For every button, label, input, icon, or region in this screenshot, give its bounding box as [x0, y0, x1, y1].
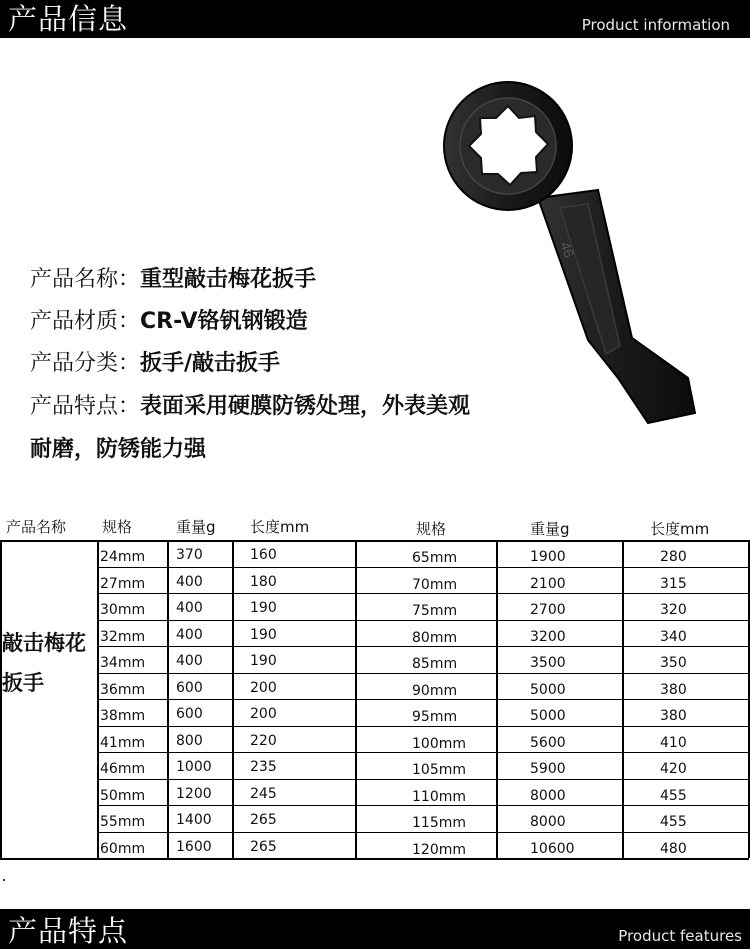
- table-hline: [355, 673, 749, 674]
- table-cell-weight: 600: [176, 706, 203, 722]
- table-hline: [97, 567, 355, 568]
- wrench-size-marking: 46: [557, 239, 578, 260]
- table-cell-length: 200: [250, 706, 277, 722]
- table-cell-length: 160: [250, 547, 277, 563]
- header-bar: [0, 0, 750, 38]
- table-cell-weight: 400: [176, 573, 203, 590]
- table-cell-length: 420: [660, 761, 687, 777]
- info-feature-value: 表面采用硬膜防锈处理，外表美观: [140, 394, 471, 419]
- table-hline: [97, 699, 355, 700]
- table-cell-spec: 115mm: [412, 815, 466, 831]
- header-subtitle: Product information: [581, 16, 730, 34]
- table-cell-spec: 41mm: [100, 734, 146, 751]
- table-cell-length: 200: [250, 679, 277, 696]
- table-cell-length: 280: [660, 549, 687, 565]
- table-cell-weight: 10600: [530, 840, 575, 857]
- table-cell-length: 340: [660, 628, 687, 645]
- table-cell-length: 220: [250, 732, 277, 749]
- table-cell-spec: 24mm: [100, 549, 146, 565]
- table-cell-spec: 90mm: [412, 682, 458, 699]
- table-hline: [97, 673, 355, 674]
- table-cell-length: 265: [250, 838, 277, 855]
- table-cell-spec: 75mm: [412, 603, 458, 619]
- table-cell-weight: 8000: [530, 787, 566, 804]
- table-cell-weight: 2700: [530, 602, 566, 618]
- info-feature-row: [30, 393, 470, 421]
- table-hline: [355, 779, 749, 780]
- table-hline: [355, 646, 749, 647]
- table-cell-spec: 65mm: [412, 550, 458, 566]
- table-cell-weight: 400: [176, 600, 203, 616]
- table-cell-length: 380: [660, 708, 687, 724]
- table-hline: [97, 832, 355, 833]
- table-cell-length: 455: [660, 814, 687, 830]
- table-hline: [355, 699, 749, 700]
- table-cell-length: 320: [660, 602, 687, 618]
- table-cell-weight: 1000: [176, 759, 212, 775]
- table-hline: [355, 752, 749, 753]
- table-cell-weight: 400: [176, 653, 203, 669]
- table-product-name: 敲击梅花扳手: [2, 631, 86, 695]
- table-cell-weight: 600: [176, 679, 203, 696]
- table-cell-spec: 27mm: [100, 575, 146, 592]
- table-cell-spec: 55mm: [100, 814, 146, 830]
- header-title: 产品信息: [8, 2, 129, 36]
- table-cell-length: 480: [660, 840, 687, 857]
- table-cell-spec: 30mm: [100, 602, 146, 618]
- table-cell-length: 190: [250, 653, 277, 669]
- footer-title: 产品特点: [8, 914, 129, 948]
- table-cell-weight: 370: [176, 547, 203, 563]
- table-cell-length: 350: [660, 655, 687, 671]
- footer-bar: [0, 909, 750, 949]
- table-cell-spec: 95mm: [412, 709, 458, 725]
- table-cell-spec: 46mm: [100, 761, 146, 777]
- table-cell-length: 245: [250, 785, 277, 802]
- table-cell-weight: 1400: [176, 812, 212, 828]
- footer-subtitle: Product features: [618, 927, 742, 945]
- table-cell-spec: 60mm: [100, 840, 146, 857]
- table-header-length-2: 长度mm: [650, 520, 710, 538]
- table-cell-spec: 38mm: [100, 708, 146, 724]
- table-cell-length: 190: [250, 626, 277, 643]
- table-header-weight: 重量g: [176, 518, 216, 536]
- table-cell-length: 190: [250, 600, 277, 616]
- table-header-name: 产品名称: [6, 518, 67, 536]
- table-cell-spec: 50mm: [100, 787, 146, 804]
- stray-dot: [3, 879, 5, 881]
- table-hline: [355, 620, 749, 621]
- table-cell-length: 410: [660, 734, 687, 751]
- table-hline: [355, 805, 749, 806]
- table-cell-length: 180: [250, 573, 277, 590]
- info-category-value: 扳手/敲击扳手: [140, 351, 281, 376]
- info-name-label: 产品名称：: [30, 267, 141, 292]
- table-cell-length: 455: [660, 787, 687, 804]
- table-hline: [97, 752, 355, 753]
- table-cell-weight: 1200: [176, 785, 212, 802]
- info-category-label: 产品分类：: [30, 351, 141, 376]
- table-cell-spec: 34mm: [100, 655, 146, 671]
- table-cell-weight: 5900: [530, 761, 566, 777]
- table-hline: [355, 832, 749, 833]
- table-hline: [0, 858, 749, 860]
- info-name-value: 重型敲击梅花扳手: [140, 267, 317, 292]
- table-cell-spec: 110mm: [412, 788, 466, 805]
- info-material-row: [30, 308, 308, 336]
- table-hline: [355, 726, 749, 727]
- table-hline: [97, 620, 355, 621]
- table-hline: [97, 726, 355, 727]
- table-cell-spec: 70mm: [412, 576, 458, 593]
- table-cell-weight: 1900: [530, 549, 566, 565]
- table-hline: [97, 805, 355, 806]
- table-cell-weight: 3200: [530, 628, 566, 645]
- info-name-row: [30, 266, 316, 294]
- table-cell-weight: 8000: [530, 814, 566, 830]
- table-cell-weight: 1600: [176, 838, 212, 855]
- info-feature-continuation: 耐磨，防锈能力强: [30, 437, 207, 462]
- table-cell-weight: 5000: [530, 681, 566, 698]
- table-hline: [355, 593, 749, 594]
- table-hline: [97, 593, 355, 594]
- info-feature-label: 产品特点：: [30, 394, 141, 419]
- table-cell-spec: 80mm: [412, 629, 458, 646]
- table-header-spec: 规格: [102, 518, 133, 536]
- table-header-spec-2: 规格: [416, 520, 447, 538]
- table-cell-length: 315: [660, 575, 687, 592]
- table-cell-spec: 105mm: [412, 762, 466, 778]
- table-cell-spec: 85mm: [412, 656, 458, 672]
- table-header-weight-2: 重量g: [530, 520, 570, 538]
- wrench-image: [420, 78, 720, 438]
- table-cell-spec: 100mm: [412, 735, 466, 752]
- table-cell-length: 265: [250, 812, 277, 828]
- table-hline: [355, 567, 749, 568]
- table-cell-weight: 400: [176, 626, 203, 643]
- table-cell-spec: 120mm: [412, 841, 466, 858]
- table-cell-weight: 5600: [530, 734, 566, 751]
- table-cell-weight: 2100: [530, 575, 566, 592]
- table-hline: [97, 779, 355, 780]
- table-cell-weight: 800: [176, 732, 203, 749]
- info-category-row: [30, 350, 280, 378]
- table-header-length: 长度mm: [250, 518, 310, 536]
- table-hline: [97, 646, 355, 647]
- table-cell-weight: 3500: [530, 655, 566, 671]
- info-material-value: CR-V铬钒钢锻造: [140, 309, 308, 334]
- table-cell-length: 380: [660, 681, 687, 698]
- table-cell-length: 235: [250, 759, 277, 775]
- table-hline: [0, 540, 749, 542]
- table-cell-weight: 5000: [530, 708, 566, 724]
- info-material-label: 产品材质：: [30, 309, 141, 334]
- table-cell-spec: 36mm: [100, 681, 146, 698]
- table-cell-spec: 32mm: [100, 628, 146, 645]
